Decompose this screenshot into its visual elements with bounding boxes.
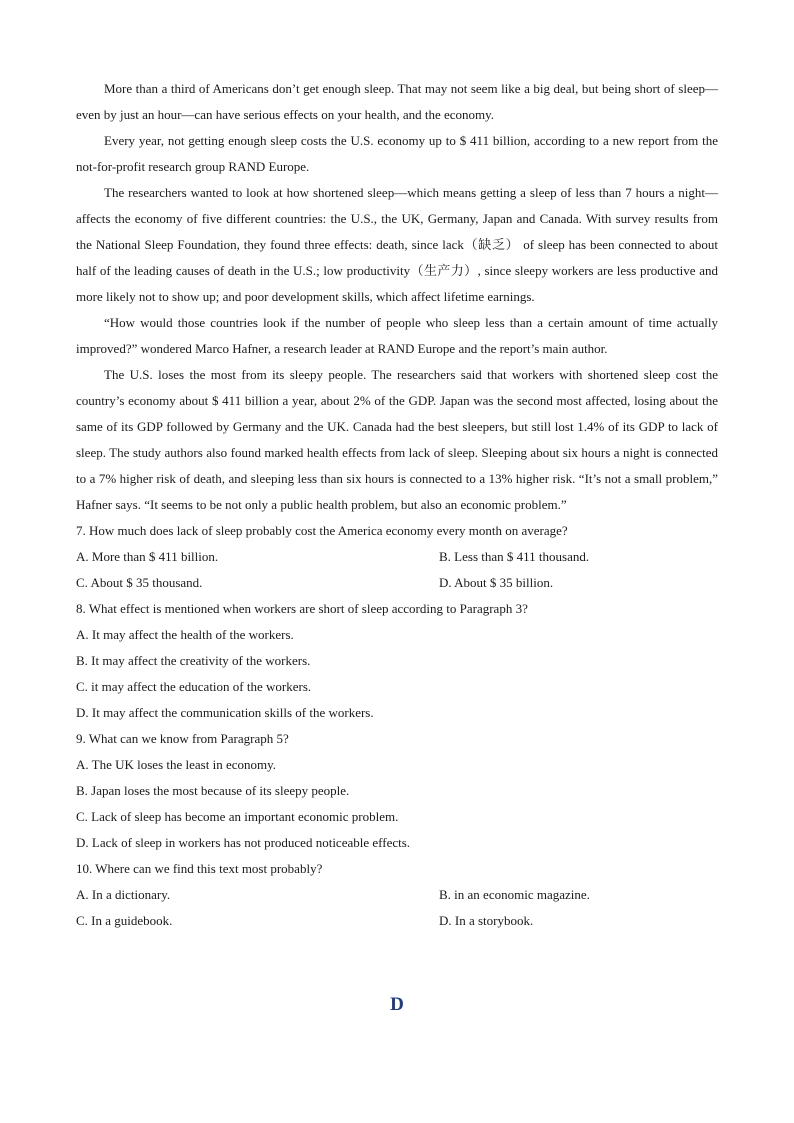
passage-paragraph-4: “How would those countries look if the number of people who sleep less than a certain amount of time actually improved?” wondered Marco Hafner, a research leader at RAND Europe and the report’s main author. [76, 315, 718, 356]
option-b: B. Japan loses the most because of its sleepy people. [76, 783, 350, 798]
passage-paragraph-1: More than a third of Americans don’t get enough sleep. That may not seem like a big deal, but being short of sleep—even by just an hour—can have serious effects on your health, and the economy. [76, 81, 718, 122]
option-a: A. The UK loses the least in economy. [76, 757, 277, 772]
option-a: A. In a dictionary. [76, 887, 171, 902]
option-row [76, 570, 718, 596]
option-a: A. More than $ 411 billion. [76, 549, 219, 564]
option-d: D. In a storybook. [439, 913, 534, 928]
option-row [76, 908, 718, 934]
option-c: C. About $ 35 thousand. [76, 575, 203, 590]
option-c: C. it may affect the education of the workers. [76, 679, 312, 694]
passage-paragraph-3: The researchers wanted to look at how shortened sleep—which means getting a sleep of less than 7 hours a night—affects the economy of five different countries: the U.S., the UK, Germany, Japan and Canada. With survey results from the National Sleep Foundation, they found three effects: death, since lack（缺乏） of sleep has been connected to about half of the leading causes of death in the U.S.; low productivity（生产力）, since sleepy workers are less productive and more likely not to show up; and poor development skills, which affect lifetime earnings. [76, 185, 718, 304]
question-stem: 8. What effect is mentioned when workers are short of sleep according to Paragraph 3? [76, 601, 528, 616]
question-stem: 9. What can we know from Paragraph 5? [76, 731, 289, 746]
section-heading: D [390, 994, 404, 1015]
option-b: B. It may affect the creativity of the workers. [76, 653, 311, 668]
question-7 [76, 518, 718, 596]
passage-paragraph-5: The U.S. loses the most from its sleepy people. The researchers said that workers with shortened sleep cost the country’s economy about $ 411 billion a year, about 2% of the GDP. Japan was the second most affected, losing about the same of its GDP followed by Germany and the UK. Canada had the best sleepers, but still lost 1.4% of its GDP to lack of sleep. The study authors also found marked health effects from lack of sleep. Sleeping about six hours a night is connected to a 7% higher risk of death, and sleeping less than six hours is connected to a 13% higher risk. “It’s not a small problem,” Hafner says. “It seems to be not only a public health problem, but also an economic problem.” [76, 367, 718, 512]
option-row [76, 882, 718, 908]
option-d: D. About $ 35 billion. [439, 575, 554, 590]
option-d: D. It may affect the communication skills of the workers. [76, 705, 374, 720]
option-b: B. Less than $ 411 thousand. [439, 549, 590, 564]
question-stem: 7. How much does lack of sleep probably cost the America economy every month on average? [76, 523, 568, 538]
passage-paragraph-2: Every year, not getting enough sleep costs the U.S. economy up to $ 411 billion, according to a new report from the not-for-profit research group RAND Europe. [76, 133, 718, 174]
option-row [76, 544, 718, 570]
option-a: A. It may affect the health of the workers. [76, 627, 294, 642]
question-9 [76, 726, 718, 856]
option-d: D. Lack of sleep in workers has not produced noticeable effects. [76, 835, 411, 850]
question-stem: 10. Where can we find this text most probably? [76, 861, 323, 876]
option-c: C. In a guidebook. [76, 913, 173, 928]
question-8 [76, 596, 718, 726]
option-c: C. Lack of sleep has become an important economic problem. [76, 809, 399, 824]
exam-page [76, 76, 718, 934]
option-b: B. in an economic magazine. [439, 887, 590, 902]
question-10 [76, 856, 718, 934]
reading-passage [76, 76, 718, 518]
